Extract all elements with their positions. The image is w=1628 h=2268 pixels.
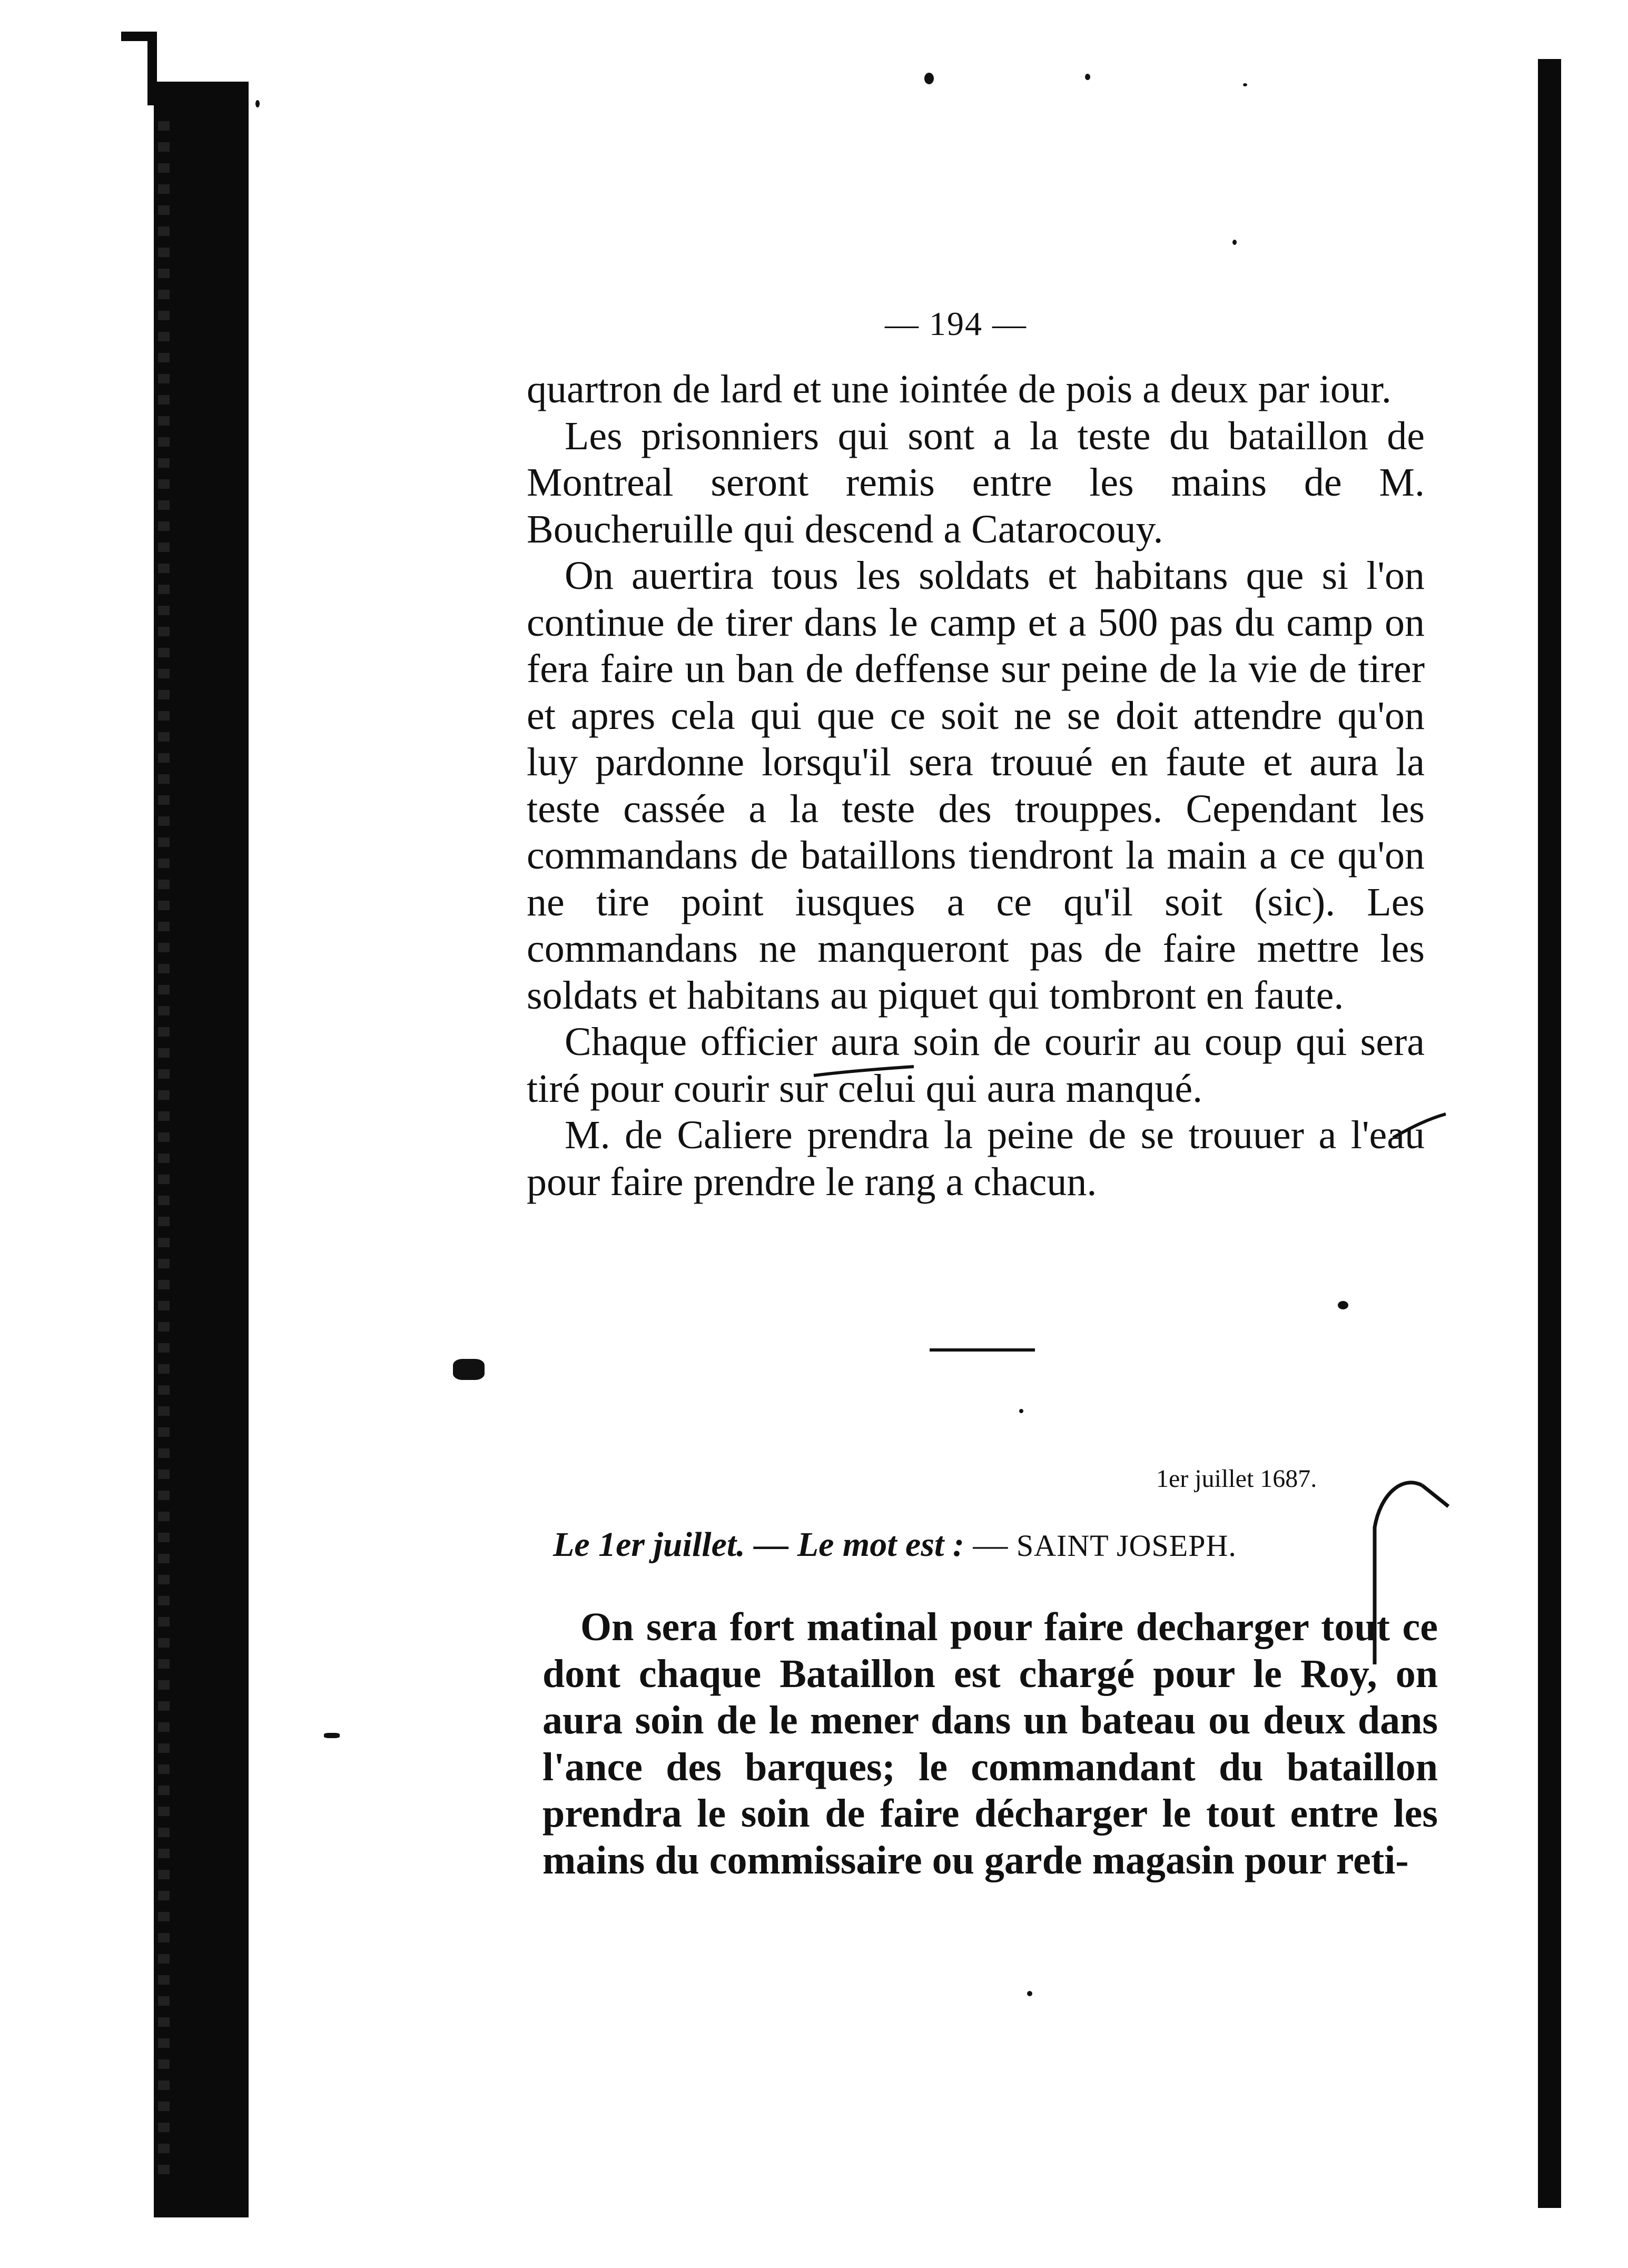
heading-caps: SAINT JOSEPH. — [1016, 1529, 1237, 1563]
date-line: 1er juillet 1687. — [1156, 1465, 1317, 1493]
section-heading — [553, 1525, 1237, 1565]
heading-dash: — — [964, 1525, 1017, 1564]
text-block-second — [542, 1604, 1438, 1884]
paragraph-5: M. de Caliere prendra la peine de se trouuer a l'eau pour faire prendre le rang a chacun. — [527, 1113, 1425, 1204]
scan-speck — [1338, 1301, 1348, 1309]
scan-speck — [924, 73, 934, 84]
paragraph-3: On auertira tous les soldats et habitans que si l'on continue de tirer dans le camp et a 500 pas du camp on fera faire un ban de deffense sur peine de la vie de tirer et apres cela qui que ce soit ne se doit attendre qu'on luy pardonne lorsqu'il sera trouué en faute et aura la teste cassée a la teste des trouppes. Cependant les commandans de bataillons tiendront la main a ce qu'on ne tire point iusques a ce qu'il soit (sic). Les commandans ne manqueront pas de faire mettre les soldats et habitans au piquet qui tombront en faute. — [527, 554, 1425, 1018]
scan-speck — [324, 1733, 340, 1738]
scan-speck — [1232, 240, 1237, 245]
scan-speck — [255, 100, 260, 107]
heading-italic: Le 1er juillet. — Le mot est : — [553, 1525, 964, 1564]
left-binding-texture — [158, 121, 170, 2175]
paragraph-1: quartron de lard et une iointée de pois a deux par iour. — [527, 367, 1392, 411]
paragraph-4: Chaque officier aura soin de courir au coup qui sera tiré pour courir sur celui qui aura manqué. — [527, 1020, 1425, 1111]
second-paragraph-1: On sera fort matinal pour faire decharger tout ce dont chaque Bataillon est chargé pour le Roy, on aura soin de le mener dans un bateau ou deux dans l'ance des barques; le commandant du bataillon prendra le soin de faire décharger le tout entre les mains du commissaire ou garde magasin pour reti- — [542, 1605, 1438, 1882]
scan-speck — [1019, 1409, 1023, 1413]
page-number: — 194 — — [885, 305, 1027, 342]
scan-speck — [1027, 1991, 1032, 1996]
paragraph-2: Les prisonniers qui sont a la teste du bataillon de Montreal seront remis entre les mains de M. Boucheruille qui descend a Catarocouy. — [527, 413, 1425, 551]
section-divider — [930, 1348, 1035, 1352]
text-block-main — [527, 366, 1425, 1205]
pen-stroke-mark — [1390, 1111, 1448, 1143]
right-binding-edge — [1538, 59, 1561, 2208]
scan-speck — [1243, 83, 1247, 86]
scan-speck — [1085, 74, 1090, 80]
pen-bracket-mark — [1359, 1464, 1454, 1685]
scan-blot — [453, 1359, 485, 1380]
pen-underline-mark — [811, 1064, 916, 1080]
